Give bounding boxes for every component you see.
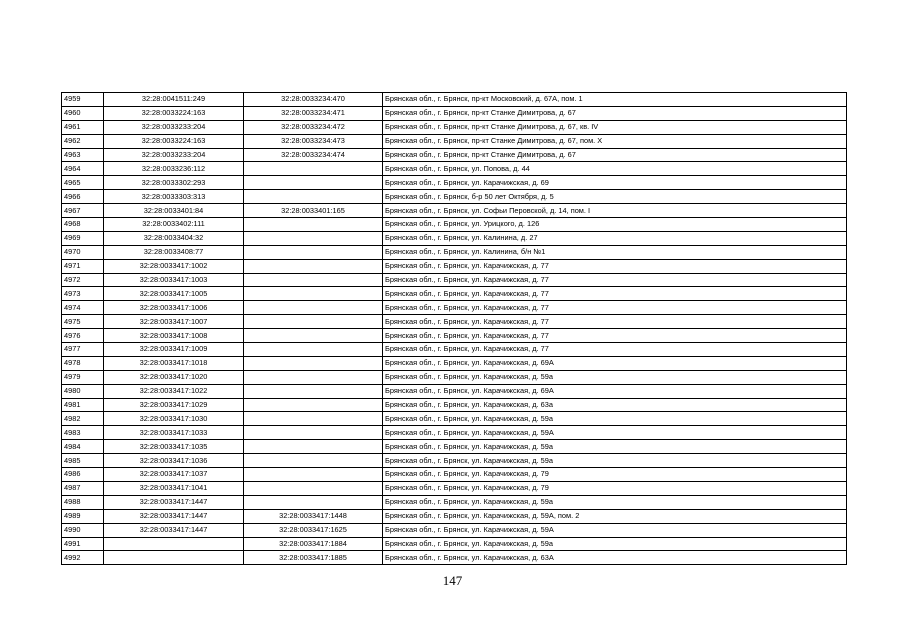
address-cell: Брянская обл., г. Брянск, ул. Карачижская, д. 59а — [383, 412, 847, 426]
table-row — [62, 343, 847, 357]
parcel-number-cell: 32:28:0033417:1447 — [104, 495, 244, 509]
object-number-cell — [244, 398, 383, 412]
address-cell: Брянская обл., г. Брянск, пр-кт Станке Димитрова, д. 67 — [383, 106, 847, 120]
address-cell: Брянская обл., г. Брянск, ул. Попова, д. 44 — [383, 162, 847, 176]
table-row — [62, 148, 847, 162]
object-number-cell — [244, 468, 383, 482]
table-row — [62, 370, 847, 384]
page-number: 147 — [442, 573, 463, 588]
row-number-cell: 4960 — [62, 106, 104, 120]
object-number-cell — [244, 454, 383, 468]
table-row — [62, 384, 847, 398]
row-number-cell: 4972 — [62, 273, 104, 287]
row-number-cell: 4967 — [62, 204, 104, 218]
parcel-number-cell: 32:28:0033303:313 — [104, 190, 244, 204]
parcel-number-cell — [104, 551, 244, 565]
object-number-cell — [244, 329, 383, 343]
table-row — [62, 93, 847, 107]
address-cell: Брянская обл., г. Брянск, ул. Карачижская, д. 77 — [383, 343, 847, 357]
object-number-cell — [244, 426, 383, 440]
table-row — [62, 454, 847, 468]
parcel-number-cell: 32:28:0033401:84 — [104, 204, 244, 218]
object-number-cell: 32:28:0033234:473 — [244, 134, 383, 148]
address-cell: Брянская обл., г. Брянск, ул. Карачижская, д. 79 — [383, 468, 847, 482]
address-cell: Брянская обл., г. Брянск, ул. Карачижская, д. 77 — [383, 301, 847, 315]
object-number-cell: 32:28:0033234:472 — [244, 120, 383, 134]
parcel-number-cell: 32:28:0033233:204 — [104, 120, 244, 134]
row-number-cell: 4991 — [62, 537, 104, 551]
object-number-cell — [244, 273, 383, 287]
row-number-cell: 4974 — [62, 301, 104, 315]
object-number-cell — [244, 370, 383, 384]
row-number-cell: 4985 — [62, 454, 104, 468]
object-number-cell — [244, 356, 383, 370]
address-cell: Брянская обл., г. Брянск, ул. Калинина, б/н №1 — [383, 245, 847, 259]
address-cell: Брянская обл., г. Брянск, ул. Карачижская, д. 63А — [383, 551, 847, 565]
table-row — [62, 204, 847, 218]
table-row — [62, 509, 847, 523]
parcel-number-cell: 32:28:0041511:249 — [104, 93, 244, 107]
address-cell: Брянская обл., г. Брянск, ул. Карачижская, д. 59а — [383, 495, 847, 509]
parcel-number-cell: 32:28:0033417:1036 — [104, 454, 244, 468]
row-number-cell: 4978 — [62, 356, 104, 370]
table-row — [62, 273, 847, 287]
table-row — [62, 315, 847, 329]
row-number-cell: 4988 — [62, 495, 104, 509]
address-cell: Брянская обл., г. Брянск, ул. Софьи Перовской, д. 14, пом. I — [383, 204, 847, 218]
address-cell: Брянская обл., г. Брянск, ул. Карачижская, д. 63а — [383, 398, 847, 412]
parcel-number-cell: 32:28:0033417:1447 — [104, 509, 244, 523]
object-number-cell — [244, 315, 383, 329]
table-row — [62, 412, 847, 426]
object-number-cell — [244, 231, 383, 245]
object-number-cell: 32:28:0033234:470 — [244, 93, 383, 107]
table-row — [62, 218, 847, 232]
table-row — [62, 537, 847, 551]
address-cell: Брянская обл., г. Брянск, пр-кт Московский, д. 67А, пом. 1 — [383, 93, 847, 107]
object-number-cell — [244, 176, 383, 190]
row-number-cell: 4959 — [62, 93, 104, 107]
parcel-number-cell: 32:28:0033402:111 — [104, 218, 244, 232]
address-cell: Брянская обл., г. Брянск, ул. Карачижская, д. 77 — [383, 287, 847, 301]
address-cell: Брянская обл., г. Брянск, б-р 50 лет Октября, д. 5 — [383, 190, 847, 204]
row-number-cell: 4987 — [62, 481, 104, 495]
object-number-cell — [244, 384, 383, 398]
address-cell: Брянская обл., г. Брянск, ул. Калинина, д. 27 — [383, 231, 847, 245]
parcel-number-cell: 32:28:0033233:204 — [104, 148, 244, 162]
table-row — [62, 551, 847, 565]
parcel-number-cell: 32:28:0033417:1009 — [104, 343, 244, 357]
address-cell: Брянская обл., г. Брянск, ул. Карачижская, д. 77 — [383, 259, 847, 273]
parcel-number-cell: 32:28:0033417:1030 — [104, 412, 244, 426]
row-number-cell: 4969 — [62, 231, 104, 245]
address-cell: Брянская обл., г. Брянск, ул. Карачижская, д. 69 — [383, 176, 847, 190]
parcel-number-cell: 32:28:0033417:1033 — [104, 426, 244, 440]
parcel-number-cell: 32:28:0033417:1006 — [104, 301, 244, 315]
address-cell: Брянская обл., г. Брянск, ул. Урицкого, д. 126 — [383, 218, 847, 232]
row-number-cell: 4965 — [62, 176, 104, 190]
address-cell: Брянская обл., г. Брянск, ул. Карачижская, д. 59а — [383, 440, 847, 454]
address-cell: Брянская обл., г. Брянск, ул. Карачижская, д. 77 — [383, 329, 847, 343]
parcel-number-cell: 32:28:0033417:1005 — [104, 287, 244, 301]
row-number-cell: 4973 — [62, 287, 104, 301]
table-row — [62, 134, 847, 148]
parcel-number-cell: 32:28:0033302:293 — [104, 176, 244, 190]
object-number-cell — [244, 259, 383, 273]
row-number-cell: 4963 — [62, 148, 104, 162]
object-number-cell — [244, 218, 383, 232]
row-number-cell: 4986 — [62, 468, 104, 482]
parcel-number-cell: 32:28:0033417:1007 — [104, 315, 244, 329]
row-number-cell: 4983 — [62, 426, 104, 440]
row-number-cell: 4980 — [62, 384, 104, 398]
address-cell: Брянская обл., г. Брянск, ул. Карачижская, д. 69А — [383, 384, 847, 398]
parcel-number-cell: 32:28:0033417:1020 — [104, 370, 244, 384]
parcel-number-cell: 32:28:0033417:1447 — [104, 523, 244, 537]
table-row — [62, 468, 847, 482]
table-body — [62, 93, 847, 565]
row-number-cell: 4966 — [62, 190, 104, 204]
parcel-number-cell: 32:28:0033417:1035 — [104, 440, 244, 454]
row-number-cell: 4961 — [62, 120, 104, 134]
address-cell: Брянская обл., г. Брянск, ул. Карачижская, д. 59а — [383, 370, 847, 384]
table-row — [62, 176, 847, 190]
parcel-number-cell: 32:28:0033224:163 — [104, 106, 244, 120]
object-number-cell: 32:28:0033417:1885 — [244, 551, 383, 565]
address-cell: Брянская обл., г. Брянск, пр-кт Станке Димитрова, д. 67, пом. X — [383, 134, 847, 148]
table-row — [62, 231, 847, 245]
table-row — [62, 398, 847, 412]
object-number-cell — [244, 343, 383, 357]
object-number-cell — [244, 190, 383, 204]
parcel-number-cell: 32:28:0033417:1003 — [104, 273, 244, 287]
address-cell: Брянская обл., г. Брянск, пр-кт Станке Димитрова, д. 67 — [383, 148, 847, 162]
object-number-cell — [244, 481, 383, 495]
parcel-number-cell: 32:28:0033408:77 — [104, 245, 244, 259]
parcel-number-cell — [104, 537, 244, 551]
address-cell: Брянская обл., г. Брянск, ул. Карачижская, д. 59А — [383, 523, 847, 537]
row-number-cell: 4968 — [62, 218, 104, 232]
parcel-number-cell: 32:28:0033417:1029 — [104, 398, 244, 412]
parcel-number-cell: 32:28:0033417:1008 — [104, 329, 244, 343]
row-number-cell: 4981 — [62, 398, 104, 412]
object-number-cell: 32:28:0033234:474 — [244, 148, 383, 162]
object-number-cell — [244, 495, 383, 509]
row-number-cell: 4971 — [62, 259, 104, 273]
parcel-number-cell: 32:28:0033417:1002 — [104, 259, 244, 273]
row-number-cell: 4962 — [62, 134, 104, 148]
object-number-cell: 32:28:0033234:471 — [244, 106, 383, 120]
row-number-cell: 4970 — [62, 245, 104, 259]
row-number-cell: 4964 — [62, 162, 104, 176]
address-cell: Брянская обл., г. Брянск, ул. Карачижская, д. 69А — [383, 356, 847, 370]
row-number-cell: 4977 — [62, 343, 104, 357]
table-row — [62, 440, 847, 454]
address-cell: Брянская обл., г. Брянск, ул. Карачижская, д. 59а — [383, 537, 847, 551]
object-number-cell: 32:28:0033417:1884 — [244, 537, 383, 551]
address-cell: Брянская обл., г. Брянск, ул. Карачижская, д. 77 — [383, 273, 847, 287]
table-row — [62, 426, 847, 440]
parcel-number-cell: 32:28:0033417:1022 — [104, 384, 244, 398]
object-number-cell — [244, 245, 383, 259]
object-number-cell — [244, 162, 383, 176]
object-number-cell — [244, 301, 383, 315]
address-cell: Брянская обл., г. Брянск, ул. Карачижская, д. 59а — [383, 454, 847, 468]
row-number-cell: 4975 — [62, 315, 104, 329]
table-row — [62, 245, 847, 259]
table-row — [62, 259, 847, 273]
row-number-cell: 4984 — [62, 440, 104, 454]
table-row — [62, 329, 847, 343]
parcel-number-cell: 32:28:0033404:32 — [104, 231, 244, 245]
parcel-number-cell: 32:28:0033224:163 — [104, 134, 244, 148]
row-number-cell: 4976 — [62, 329, 104, 343]
table-row — [62, 523, 847, 537]
object-number-cell — [244, 412, 383, 426]
object-number-cell — [244, 440, 383, 454]
table-row — [62, 481, 847, 495]
object-number-cell — [244, 287, 383, 301]
object-number-cell: 32:28:0033401:165 — [244, 204, 383, 218]
address-cell: Брянская обл., г. Брянск, пр-кт Станке Димитрова, д. 67, кв. IV — [383, 120, 847, 134]
row-number-cell: 4992 — [62, 551, 104, 565]
parcel-number-cell: 32:28:0033417:1037 — [104, 468, 244, 482]
table-row — [62, 287, 847, 301]
address-cell: Брянская обл., г. Брянск, ул. Карачижская, д. 59А — [383, 426, 847, 440]
row-number-cell: 4982 — [62, 412, 104, 426]
table-row — [62, 190, 847, 204]
parcel-number-cell: 32:28:0033417:1018 — [104, 356, 244, 370]
parcel-number-cell: 32:28:0033417:1041 — [104, 481, 244, 495]
row-number-cell: 4979 — [62, 370, 104, 384]
address-cell: Брянская обл., г. Брянск, ул. Карачижская, д. 59А, пом. 2 — [383, 509, 847, 523]
table-row — [62, 301, 847, 315]
parcel-number-cell: 32:28:0033236:112 — [104, 162, 244, 176]
row-number-cell: 4989 — [62, 509, 104, 523]
object-number-cell: 32:28:0033417:1448 — [244, 509, 383, 523]
table-row — [62, 120, 847, 134]
table-row — [62, 495, 847, 509]
address-cell: Брянская обл., г. Брянск, ул. Карачижская, д. 79 — [383, 481, 847, 495]
cadastral-table — [61, 92, 847, 565]
table-row — [62, 106, 847, 120]
table-row — [62, 162, 847, 176]
row-number-cell: 4990 — [62, 523, 104, 537]
table-row — [62, 356, 847, 370]
address-cell: Брянская обл., г. Брянск, ул. Карачижская, д. 77 — [383, 315, 847, 329]
object-number-cell: 32:28:0033417:1625 — [244, 523, 383, 537]
